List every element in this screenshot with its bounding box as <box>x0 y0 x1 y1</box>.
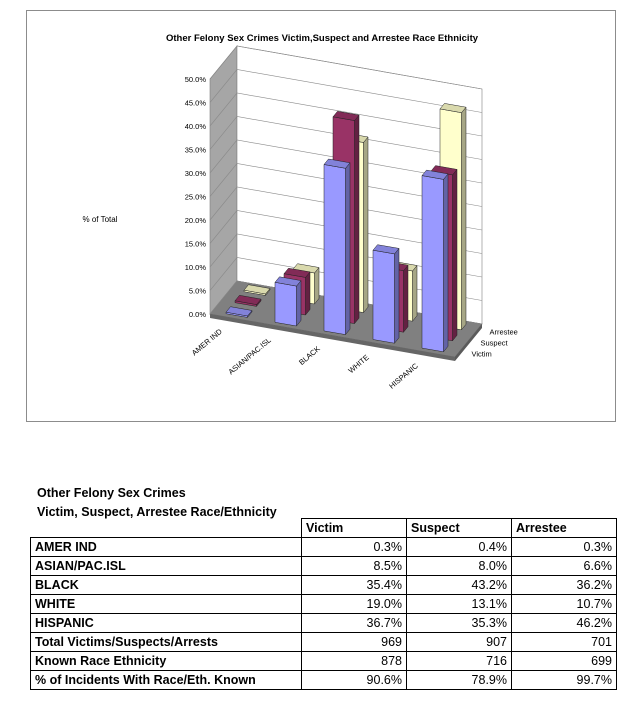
table-row <box>31 538 617 557</box>
y-tick-label: 25.0% <box>184 192 206 202</box>
table-row <box>31 576 617 595</box>
y-axis-label: % of Total <box>82 215 118 224</box>
bar-side <box>453 169 458 340</box>
bar-front <box>373 250 395 343</box>
y-tick-label: 35.0% <box>184 145 206 155</box>
bar-victim <box>275 277 301 326</box>
table-cell: 13.1% <box>407 595 512 614</box>
bar-victim <box>373 245 399 344</box>
table-cell: 716 <box>407 652 512 671</box>
table-row <box>31 557 617 576</box>
table-cell: 36.2% <box>512 576 617 595</box>
table-title <box>37 484 277 522</box>
table-row <box>31 671 617 690</box>
table-header-blank <box>31 519 302 538</box>
table-cell: 46.2% <box>512 614 617 633</box>
table-cell: 78.9% <box>407 671 512 690</box>
y-tick-label: 5.0% <box>188 286 206 296</box>
table-cell: 35.3% <box>407 614 512 633</box>
chart-frame <box>26 10 616 422</box>
table-cell: 0.3% <box>302 538 407 557</box>
bar-side <box>413 266 418 322</box>
category-label: AMER IND <box>189 326 224 358</box>
table-cell: 19.0% <box>302 595 407 614</box>
table-header-victim: Victim <box>302 519 407 538</box>
series-label: Victim <box>471 349 492 359</box>
bar-side <box>395 248 400 343</box>
table-cell: 969 <box>302 633 407 652</box>
table-cell: 878 <box>302 652 407 671</box>
bar-side <box>364 137 369 313</box>
table-row-label: ASIAN/PAC.ISL <box>31 557 302 576</box>
bar-front <box>422 176 444 352</box>
table-row-label: Known Race Ethnicity <box>31 652 302 671</box>
table-cell: 6.6% <box>512 557 617 576</box>
category-label: ASIAN/PAC.ISL <box>226 335 273 377</box>
chart-title: Other Felony Sex Crimes Victim,Suspect and Arrestee Race Ethnicity <box>165 33 479 44</box>
series-label: Arrestee <box>489 327 518 337</box>
table-row <box>31 595 617 614</box>
bar-victim <box>422 170 448 352</box>
table-cell: 701 <box>512 633 617 652</box>
bar-side <box>404 265 409 332</box>
table-row-label: Total Victims/Suspects/Arrests <box>31 633 302 652</box>
bar-side <box>297 281 302 326</box>
series-label: Suspect <box>480 338 508 348</box>
bar-side <box>462 107 467 330</box>
y-tick-label: 50.0% <box>184 75 206 84</box>
table-row-label: WHITE <box>31 595 302 614</box>
table-row <box>31 614 617 633</box>
bar-front <box>324 165 346 335</box>
table-row <box>31 633 617 652</box>
y-tick-label: 10.0% <box>184 263 206 272</box>
category-label: WHITE <box>346 352 371 376</box>
table-cell: 699 <box>512 652 617 671</box>
bar-side <box>346 163 351 335</box>
y-tick-label: 45.0% <box>184 98 206 108</box>
table-cell: 10.7% <box>512 595 617 614</box>
race-ethnicity-table <box>30 518 617 690</box>
table-header-row <box>31 519 617 538</box>
table-title-line1: Other Felony Sex Crimes <box>37 486 186 500</box>
table-cell: 99.7% <box>512 671 617 690</box>
table-row <box>31 652 617 671</box>
table-row-label: HISPANIC <box>31 614 302 633</box>
table-cell: 0.4% <box>407 538 512 557</box>
table-header-arrestee: Arrestee <box>512 519 617 538</box>
table-cell: 35.4% <box>302 576 407 595</box>
y-tick-label: 0.0% <box>188 310 206 319</box>
table-cell: 43.2% <box>407 576 512 595</box>
table-cell: 8.5% <box>302 557 407 576</box>
table-header-suspect: Suspect <box>407 519 512 538</box>
bar-side <box>355 115 360 324</box>
table-cell: 90.6% <box>302 671 407 690</box>
y-tick-label: 30.0% <box>184 169 206 178</box>
y-tick-label: 20.0% <box>184 216 206 225</box>
y-tick-label: 15.0% <box>184 239 206 249</box>
table-title-line2: Victim, Suspect, Arrestee Race/Ethnicity <box>37 505 277 519</box>
table-cell: 907 <box>407 633 512 652</box>
bar-front <box>275 282 297 326</box>
chart-3d-bar <box>27 11 617 423</box>
table-row-label: BLACK <box>31 576 302 595</box>
bar-side <box>315 268 320 305</box>
table-cell: 8.0% <box>407 557 512 576</box>
y-tick-label: 40.0% <box>184 122 206 131</box>
table-row-label: % of Incidents With Race/Eth. Known <box>31 671 302 690</box>
category-label: HISPANIC <box>387 361 420 391</box>
table-row-label: AMER IND <box>31 538 302 557</box>
table-cell: 36.7% <box>302 614 407 633</box>
bar-victim <box>324 159 350 335</box>
table-cell: 0.3% <box>512 538 617 557</box>
bar-side <box>306 272 311 315</box>
bar-side <box>444 174 449 352</box>
category-label: BLACK <box>297 344 322 367</box>
